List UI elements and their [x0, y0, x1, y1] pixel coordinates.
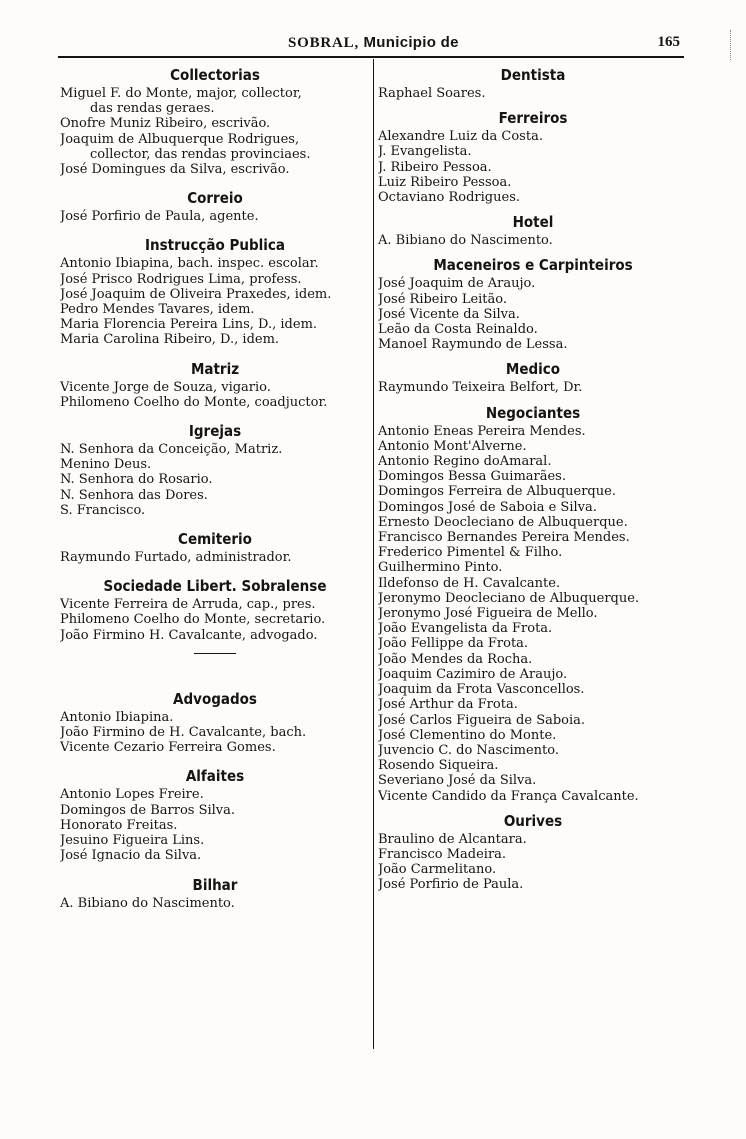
section-heading: Ferreiros: [498, 109, 568, 128]
directory-entry: Vicente Candido da França Cavalcante.: [378, 788, 639, 804]
directory-entry: Leão da Costa Reinaldo.: [378, 322, 538, 338]
directory-entry: José Ignacio da Silva.: [60, 848, 202, 864]
section-heading: Sociedade Libert. Sobralense: [103, 577, 327, 596]
page-number: 165: [657, 34, 680, 50]
section-heading: Maceneiros e Carpinteiros: [433, 256, 633, 275]
directory-entry: Manoel Raymundo de Lessa.: [378, 337, 568, 353]
directory-entry: S. Francisco.: [60, 502, 146, 518]
section-heading: Ourives: [503, 811, 563, 830]
directory-entry: J. Evangelista.: [378, 144, 472, 160]
directory-section: [378, 404, 688, 804]
section-rule: [194, 653, 236, 654]
right-column: [378, 66, 688, 901]
directory-entry: Onofre Muniz Ribeiro, escrivão.: [60, 116, 271, 132]
directory-entry: A. Bibiano do Nascimento.: [60, 895, 235, 911]
directory-section: [60, 767, 370, 863]
directory-entry: Antonio Ibiapina, bach. inspec. escolar.: [60, 256, 319, 272]
directory-section: [60, 236, 370, 347]
directory-entry: Philomeno Coelho do Monte, coadjuctor.: [60, 394, 328, 410]
directory-section: [378, 812, 688, 893]
section-heading: Cemiterio: [178, 530, 252, 549]
directory-entry: José Vicente da Silva.: [378, 306, 520, 322]
directory-entry: Domingos Ferreira de Albuquerque.: [378, 484, 616, 500]
section-heading: Collectorias: [170, 66, 260, 84]
directory-section: [60, 530, 370, 565]
directory-entry: Maria Carolina Ribeiro, D., idem.: [60, 332, 280, 348]
directory-entry: Antonio Regino doAmaral.: [378, 454, 552, 470]
directory-entry: Raymundo Teixeira Belfort, Dr.: [378, 380, 583, 396]
directory-entry: José Clementino do Monte.: [378, 727, 557, 743]
directory-section: [60, 66, 370, 177]
directory-entry: das rendas geraes.: [90, 101, 215, 117]
section-heading: Advogados: [173, 689, 257, 708]
directory-section: [378, 256, 688, 352]
directory-entry: Raymundo Furtado, administrador.: [60, 550, 292, 566]
directory-section: [378, 109, 688, 205]
directory-entry: N. Senhora das Dores.: [60, 487, 208, 503]
directory-section: [378, 360, 688, 395]
directory-entry: João Firmino de H. Cavalcante, bach.: [60, 725, 307, 741]
header-title-rest: Municipio de: [359, 34, 459, 51]
directory-entry: Joaquim da Frota Vasconcellos.: [378, 682, 585, 698]
directory-entry: Luiz Ribeiro Pessoa.: [378, 174, 512, 190]
header-place: SOBRAL,: [288, 35, 360, 51]
directory-entry: Octaviano Rodrigues.: [378, 190, 520, 206]
directory-entry: Pedro Mendes Tavares, idem.: [60, 302, 255, 318]
directory-entry: José Ribeiro Leitão.: [378, 291, 508, 307]
directory-entry: José Domingues da Silva, escrivão.: [60, 162, 290, 178]
directory-entry: Vicente Jorge de Souza, vigario.: [60, 379, 271, 395]
directory-entry: Domingos José de Saboia e Silva.: [378, 499, 597, 515]
directory-entry: José Porfirio de Paula, agente.: [60, 209, 259, 225]
directory-entry: João Evangelista da Frota.: [378, 621, 553, 637]
column-divider: [373, 59, 374, 1049]
section-heading: Negociantes: [485, 403, 581, 422]
directory-entry: Guilhermino Pinto.: [378, 560, 503, 576]
directory-entry: Joaquim Cazimiro de Araujo.: [378, 666, 568, 682]
directory-entry: Menino Deus.: [60, 457, 152, 473]
directory-entry: Francisco Bernandes Pereira Mendes.: [378, 530, 630, 546]
header-title: [288, 34, 459, 52]
directory-entry: Domingos de Barros Silva.: [60, 802, 236, 818]
directory-entry: Antonio Mont'Alverne.: [378, 438, 527, 454]
directory-entry: J. Ribeiro Pessoa.: [378, 159, 492, 175]
directory-entry: José Carlos Figueira de Saboia.: [378, 712, 586, 728]
directory-section: [378, 213, 688, 248]
section-heading: Alfaites: [185, 767, 245, 786]
directory-entry: José Prisco Rodrigues Lima, profess.: [60, 271, 302, 287]
section-heading: Igrejas: [188, 422, 242, 441]
directory-entry: José Porfirio de Paula.: [378, 877, 524, 893]
section-heading: Medico: [505, 360, 561, 379]
directory-entry: N. Senhora da Conceição, Matriz.: [60, 442, 283, 458]
directory-entry: Antonio Ibiapina.: [60, 709, 174, 725]
directory-entry: Severiano José da Silva.: [378, 773, 537, 789]
directory-entry: Jesuino Figueira Lins.: [60, 833, 205, 849]
directory-entry: João Mendes da Rocha.: [378, 651, 533, 667]
margin-mark: [730, 30, 735, 60]
directory-entry: Antonio Lopes Freire.: [60, 787, 204, 803]
directory-entry: Frederico Pimentel & Filho.: [378, 545, 563, 561]
directory-entry: Jeronymo José Figueira de Mello.: [378, 606, 598, 622]
directory-entry: Domingos Bessa Guimarães.: [378, 469, 566, 485]
directory-entry: Raphael Soares.: [378, 86, 486, 101]
directory-entry: José Joaquim de Araujo.: [378, 276, 536, 292]
directory-section: [60, 876, 370, 911]
directory-entry: Philomeno Coelho do Monte, secretario.: [60, 612, 326, 628]
directory-entry: Miguel F. do Monte, major, collector,: [60, 86, 302, 101]
directory-entry: N. Senhora do Rosario.: [60, 472, 213, 488]
section-heading: Hotel: [512, 213, 554, 232]
directory-entry: Vicente Ferreira de Arruda, cap., pres.: [60, 597, 316, 613]
directory-entry: Ildefonso de H. Cavalcante.: [378, 575, 561, 591]
directory-entry: João Firmino H. Cavalcante, advogado.: [60, 627, 318, 643]
directory-entry: João Fellippe da Frota.: [378, 636, 529, 652]
directory-entry: Antonio Eneas Pereira Mendes.: [378, 423, 586, 439]
directory-entry: José Arthur da Frota.: [378, 697, 518, 713]
directory-entry: Alexandre Luiz da Costa.: [378, 129, 543, 145]
directory-entry: Rosendo Siqueira.: [378, 758, 499, 774]
directory-section: [60, 422, 370, 518]
directory-entry: Maria Florencia Pereira Lins, D., idem.: [60, 317, 318, 333]
directory-section: [60, 577, 370, 654]
directory-entry: Juvencio C. do Nascimento.: [378, 742, 560, 758]
directory-section: [378, 66, 688, 101]
left-column: [60, 66, 370, 923]
directory-entry: Francisco Madeira.: [378, 846, 507, 862]
running-header: [58, 30, 684, 58]
directory-section: [60, 189, 370, 224]
section-heading: Instrucção Publica: [145, 236, 285, 255]
directory-section: [60, 690, 370, 756]
directory-entry: Braulino de Alcantara.: [378, 831, 527, 847]
directory-entry: Ernesto Deocleciano de Albuquerque.: [378, 514, 628, 530]
directory-entry: Honorato Freitas.: [60, 817, 178, 833]
directory-entry: João Carmelitano.: [378, 862, 497, 878]
directory-entry: Jeronymo Deocleciano de Albuquerque.: [378, 590, 640, 606]
section-heading: Dentista: [500, 66, 566, 84]
directory-entry: collector, das rendas provinciaes.: [90, 146, 311, 162]
directory-entry: Joaquim de Albuquerque Rodrigues,: [60, 131, 300, 147]
directory-entry: A. Bibiano do Nascimento.: [378, 233, 553, 249]
section-heading: Correio: [187, 189, 243, 208]
directory-entry: Vicente Cezario Ferreira Gomes.: [60, 740, 276, 756]
section-heading: Matriz: [190, 359, 240, 378]
directory-section: [60, 360, 370, 410]
directory-entry: José Joaquim de Oliveira Praxedes, idem.: [60, 286, 332, 302]
section-heading: Bilhar: [192, 875, 238, 894]
